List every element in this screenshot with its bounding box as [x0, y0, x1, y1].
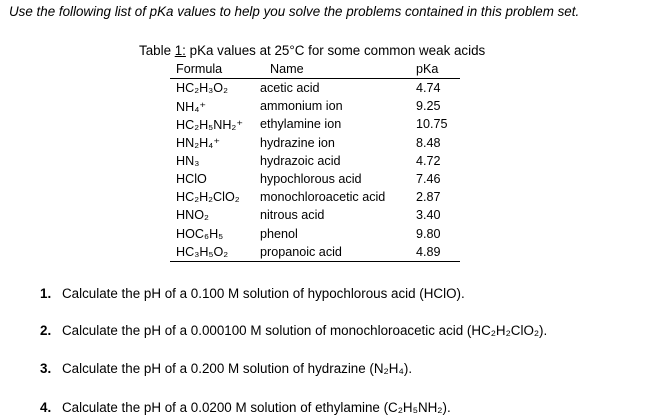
problem-number: 2.	[40, 323, 52, 338]
cell-name: hypochlorous acid	[260, 172, 362, 187]
table-row	[170, 206, 460, 224]
cell-name: hydrazoic acid	[260, 153, 341, 168]
table-caption	[139, 43, 485, 58]
cell-name: phenol	[260, 226, 298, 241]
cell-formula: HC₂H₂ClO₂	[176, 190, 240, 205]
pka-table	[170, 61, 460, 262]
table-row	[170, 243, 460, 262]
problem-number: 4.	[40, 400, 52, 415]
cell-formula: HOC₆H₅	[176, 226, 224, 241]
cell-formula: HN₂H₄⁺	[176, 136, 220, 151]
cell-formula: HClO	[176, 172, 207, 187]
table-row	[170, 79, 460, 98]
header-pka: pKa	[410, 61, 460, 79]
header-formula: Formula	[170, 61, 254, 79]
problem-number: 3.	[40, 361, 52, 376]
cell-pka: 10.75	[416, 117, 448, 132]
table-row	[170, 134, 460, 152]
problem-item	[40, 361, 412, 376]
problem-item	[40, 400, 451, 415]
cell-formula: HN₃	[176, 153, 200, 168]
cell-formula: HC₂H₃O₂	[176, 81, 228, 96]
cell-formula: HC₃H₅O₂	[170, 243, 254, 262]
cell-formula: HNO₂	[176, 208, 209, 223]
cell-formula: HC₂H₅NH₂⁺	[176, 117, 243, 132]
problem-item	[40, 286, 465, 301]
table-row	[170, 225, 460, 243]
instructions-text: Use the following list of pKa values to help you solve the problems contained in this problem set.	[9, 4, 580, 19]
cell-pka: 7.46	[416, 172, 441, 187]
cell-pka: 8.48	[416, 135, 441, 150]
cell-name: acetic acid	[260, 81, 320, 96]
cell-pka: 4.72	[416, 153, 441, 168]
table-header-row	[170, 61, 460, 79]
header-name: Name	[254, 61, 410, 79]
cell-name: ammonium ion	[260, 99, 343, 114]
table-row	[170, 152, 460, 170]
cell-name: propanoic acid	[254, 243, 410, 262]
cell-pka: 4.74	[416, 81, 441, 96]
cell-name: monochloroacetic acid	[260, 190, 386, 205]
cell-name: nitrous acid	[260, 208, 325, 223]
cell-pka: 4.89	[410, 243, 460, 262]
table-caption-text: pKa values at 25°C for some common weak acids	[185, 43, 486, 58]
problem-text: Calculate the pH of a 0.000100 M solution of monochloroacetic acid (HC₂H₂ClO₂).	[62, 323, 548, 338]
problem-item	[40, 323, 547, 338]
problem-text: Calculate the pH of a 0.100 M solution of hypochlorous acid (HClO).	[62, 286, 465, 301]
table-caption-prefix: Table	[139, 43, 175, 58]
table-row	[170, 115, 460, 133]
problem-text: Calculate the pH of a 0.0200 M solution of ethylamine (C₂H₅NH₂).	[62, 400, 451, 415]
cell-pka: 9.25	[416, 99, 441, 114]
cell-pka: 9.80	[416, 226, 441, 241]
cell-formula: NH₄⁺	[176, 99, 206, 114]
table-row	[170, 97, 460, 115]
table-caption-number: 1:	[174, 43, 186, 58]
table-row	[170, 188, 460, 206]
table-row	[170, 170, 460, 188]
problem-number: 1.	[40, 286, 52, 301]
cell-name: ethylamine ion	[260, 117, 342, 132]
cell-pka: 2.87	[416, 190, 441, 205]
cell-name: hydrazine ion	[260, 135, 335, 150]
cell-pka: 3.40	[416, 208, 441, 223]
problem-text: Calculate the pH of a 0.200 M solution of hydrazine (N₂H₄).	[62, 361, 413, 376]
